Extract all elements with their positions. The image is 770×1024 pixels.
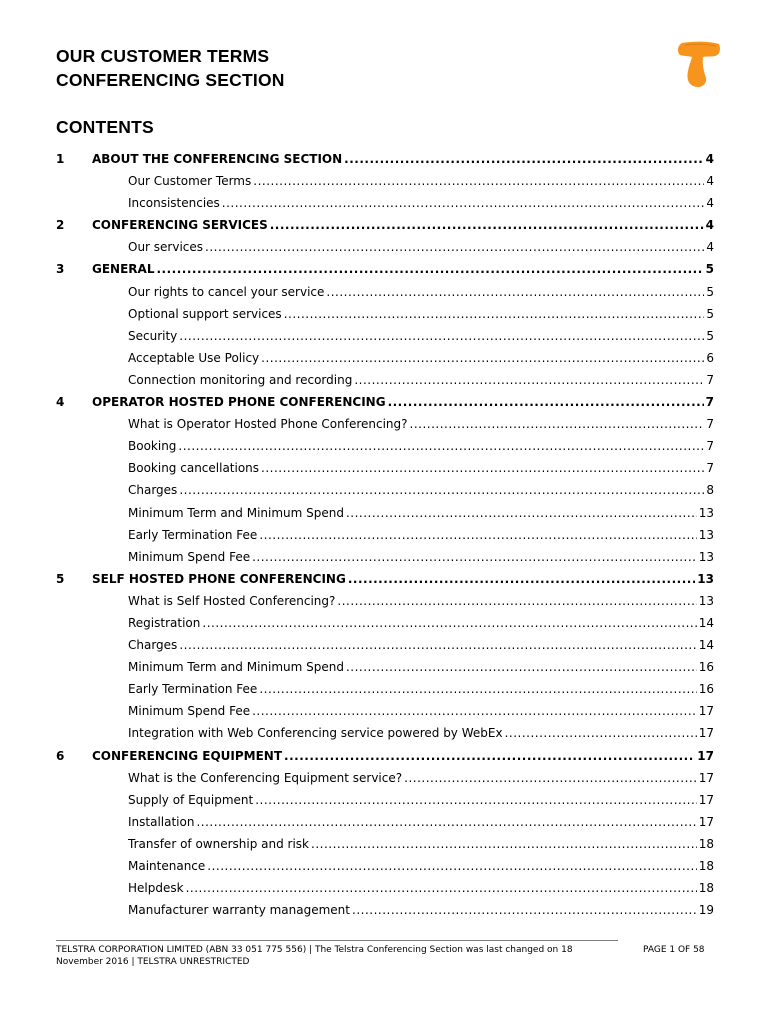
toc-dot-leader — [179, 634, 696, 656]
toc-subsection-entry[interactable] — [56, 700, 714, 722]
toc-dot-leader — [346, 656, 697, 678]
toc-dot-leader — [253, 170, 704, 192]
toc-entry-label: Charges — [128, 638, 178, 653]
toc-entry-label: Security — [128, 328, 178, 343]
toc-dot-leader — [404, 767, 697, 789]
toc-page-number: 6 — [706, 350, 714, 365]
toc-page-number: 17 — [698, 770, 714, 785]
toc-subsection-entry[interactable] — [56, 678, 714, 700]
toc-page-number: 7 — [706, 461, 714, 476]
toc-entry-label: What is the Conferencing Equipment service? — [128, 770, 403, 785]
toc-dot-leader — [179, 479, 704, 501]
toc-entry-label: Our rights to cancel your service — [128, 284, 325, 299]
page-number: PAGE 1 OF 58 — [643, 945, 705, 955]
toc-dot-leader — [179, 325, 704, 347]
toc-subsection-entry[interactable] — [56, 325, 714, 347]
toc-subsection-entry[interactable] — [56, 590, 714, 612]
toc-subsection-entry[interactable] — [56, 369, 714, 391]
title-line-1: OUR CUSTOMER TERMS — [56, 46, 270, 66]
toc-entry-label: CONFERENCING SERVICES — [92, 218, 268, 233]
toc-subsection-entry[interactable] — [56, 656, 714, 678]
toc-dot-leader — [252, 546, 697, 568]
toc-subsection-entry[interactable] — [56, 855, 714, 877]
toc-entry-label: Manufacturer warranty management — [128, 903, 350, 918]
telstra-logo-icon — [676, 40, 722, 88]
toc-section-entry[interactable] — [56, 568, 714, 590]
toc-subsection-entry[interactable] — [56, 236, 714, 258]
toc-dot-leader — [156, 258, 703, 280]
toc-subsection-entry[interactable] — [56, 413, 714, 435]
toc-page-number: 5 — [705, 262, 714, 277]
toc-page-number: 7 — [706, 439, 714, 454]
toc-dot-leader — [311, 833, 697, 855]
toc-entry-label: GENERAL — [92, 262, 155, 277]
toc-page-number: 5 — [706, 284, 714, 299]
toc-subsection-entry[interactable] — [56, 833, 714, 855]
toc-page-number: 18 — [698, 836, 714, 851]
toc-entry-label: Helpdesk — [128, 881, 184, 896]
toc-entry-label: Integration with Web Conferencing service powered by WebEx — [128, 726, 503, 741]
toc-section-number: 2 — [56, 218, 65, 233]
toc-page-number: 16 — [698, 660, 714, 675]
toc-dot-leader — [284, 745, 695, 767]
toc-subsection-entry[interactable] — [56, 524, 714, 546]
toc-page-number: 4 — [706, 240, 714, 255]
toc-dot-leader — [196, 811, 696, 833]
toc-subsection-entry[interactable] — [56, 479, 714, 501]
footer-divider — [56, 940, 618, 941]
toc-section-number: 1 — [56, 152, 65, 166]
toc-dot-leader — [352, 899, 697, 921]
toc-dot-leader — [207, 855, 696, 877]
toc-entry-label: What is Self Hosted Conferencing? — [128, 593, 336, 608]
toc-subsection-entry[interactable] — [56, 435, 714, 457]
toc-entry-label: Charges — [128, 483, 178, 498]
toc-section-number: 6 — [56, 748, 65, 763]
toc-dot-leader — [205, 236, 704, 258]
toc-page-number: 18 — [698, 859, 714, 873]
toc-dot-leader — [261, 457, 704, 479]
toc-subsection-entry[interactable] — [56, 546, 714, 568]
toc-entry-label: Maintenance — [128, 859, 206, 873]
toc-page-number: 13 — [698, 527, 714, 542]
toc-subsection-entry[interactable] — [56, 789, 714, 811]
toc-entry-label: ABOUT THE CONFERENCING SECTION — [92, 152, 343, 166]
toc-subsection-entry[interactable] — [56, 281, 714, 303]
toc-dot-leader — [259, 678, 696, 700]
toc-entry-label: What is Operator Hosted Phone Conferencing? — [128, 417, 408, 432]
toc-page-number: 13 — [698, 593, 714, 608]
toc-page-number: 16 — [698, 682, 714, 697]
toc-page-number: 13 — [698, 549, 714, 564]
toc-section-number: 3 — [56, 262, 65, 277]
toc-dot-leader — [284, 303, 705, 325]
toc-subsection-entry[interactable] — [56, 170, 714, 192]
toc-page-number: 13 — [698, 505, 714, 520]
toc-subsection-entry[interactable] — [56, 634, 714, 656]
toc-entry-label: Early Termination Fee — [128, 682, 258, 697]
toc-entry-label: Inconsistencies — [128, 196, 220, 211]
toc-section-entry[interactable] — [56, 258, 714, 280]
toc-subsection-entry[interactable] — [56, 811, 714, 833]
toc-entry-label: Supply of Equipment — [128, 792, 254, 807]
toc-page-number: 14 — [698, 615, 714, 630]
footer-text: TELSTRA CORPORATION LIMITED (ABN 33 051 775 556) | The Telstra Conferencing Section was last changed on 18 November 2016 | TELSTRA UNRESTRICTED — [56, 945, 573, 967]
toc-section-entry[interactable] — [56, 214, 714, 236]
toc-page-number: 18 — [698, 881, 714, 896]
toc-page-number: 17 — [698, 726, 714, 741]
toc-dot-leader — [337, 590, 696, 612]
toc-section-entry[interactable] — [56, 148, 714, 170]
toc-subsection-entry[interactable] — [56, 612, 714, 634]
toc-entry-label: Minimum Spend Fee — [128, 704, 251, 719]
toc-page-number: 17 — [698, 814, 714, 829]
toc-dot-leader — [202, 612, 696, 634]
toc-subsection-entry[interactable] — [56, 457, 714, 479]
toc-entry-label: Registration — [128, 615, 201, 630]
toc-entry-label: OPERATOR HOSTED PHONE CONFERENCING — [92, 395, 386, 410]
toc-entry-label: Minimum Spend Fee — [128, 549, 251, 564]
toc-page-number: 4 — [705, 152, 714, 166]
toc-dot-leader — [252, 700, 697, 722]
toc-subsection-entry[interactable] — [56, 303, 714, 325]
table-of-contents — [56, 148, 714, 921]
toc-page-number: 19 — [698, 903, 714, 918]
toc-entry-label: Booking — [128, 439, 177, 454]
toc-dot-leader — [255, 789, 696, 811]
toc-dot-leader — [270, 214, 704, 236]
contents-heading: CONTENTS — [56, 117, 154, 137]
toc-page-number: 7 — [705, 395, 714, 410]
toc-section-number: 4 — [56, 395, 65, 410]
toc-subsection-entry[interactable] — [56, 767, 714, 789]
toc-entry-label: Acceptable Use Policy — [128, 350, 260, 365]
toc-subsection-entry[interactable] — [56, 722, 714, 744]
toc-dot-leader — [348, 568, 695, 590]
toc-page-number: 5 — [706, 306, 714, 321]
toc-subsection-entry[interactable] — [56, 347, 714, 369]
toc-page-number: 7 — [706, 372, 714, 387]
toc-page-number: 8 — [706, 483, 714, 498]
toc-entry-label: Connection monitoring and recording — [128, 372, 353, 387]
toc-page-number: 17 — [697, 748, 714, 763]
toc-section-entry[interactable] — [56, 745, 714, 767]
toc-entry-label: Minimum Term and Minimum Spend — [128, 505, 344, 520]
toc-dot-leader — [261, 347, 704, 369]
toc-dot-leader — [222, 192, 705, 214]
toc-entry-label: SELF HOSTED PHONE CONFERENCING — [92, 571, 346, 586]
toc-dot-leader — [344, 148, 703, 170]
toc-dot-leader — [354, 369, 704, 391]
toc-page-number: 4 — [706, 196, 714, 211]
title-line-2: CONFERENCING SECTION — [56, 70, 285, 90]
toc-entry-label: Booking cancellations — [128, 461, 260, 476]
toc-section-number: 5 — [56, 571, 65, 586]
toc-entry-label: Minimum Term and Minimum Spend — [128, 660, 344, 675]
toc-page-number: 17 — [698, 704, 714, 719]
toc-dot-leader — [326, 281, 704, 303]
toc-dot-leader — [259, 524, 696, 546]
toc-section-entry[interactable] — [56, 391, 714, 413]
toc-subsection-entry[interactable] — [56, 502, 714, 524]
toc-subsection-entry[interactable] — [56, 899, 714, 921]
toc-entry-label: Installation — [128, 814, 195, 829]
toc-page-number: 7 — [706, 417, 714, 432]
document-title — [56, 44, 285, 92]
toc-page-number: 4 — [705, 218, 714, 233]
toc-entry-label: Optional support services — [128, 306, 282, 321]
toc-dot-leader — [388, 391, 704, 413]
toc-dot-leader — [410, 413, 705, 435]
toc-page-number: 5 — [706, 328, 714, 343]
toc-dot-leader — [505, 722, 697, 744]
toc-page-number: 4 — [706, 174, 714, 189]
toc-dot-leader — [346, 502, 697, 524]
toc-entry-label: Our services — [128, 240, 204, 255]
toc-entry-label: Our Customer Terms — [128, 174, 252, 189]
toc-dot-leader — [178, 435, 704, 457]
toc-entry-label: Early Termination Fee — [128, 527, 258, 542]
toc-subsection-entry[interactable] — [56, 877, 714, 899]
toc-entry-label: Transfer of ownership and risk — [128, 836, 310, 851]
toc-page-number: 13 — [697, 571, 714, 586]
toc-page-number: 14 — [698, 638, 714, 653]
toc-page-number: 17 — [698, 792, 714, 807]
toc-dot-leader — [186, 877, 697, 899]
toc-subsection-entry[interactable] — [56, 192, 714, 214]
toc-entry-label: CONFERENCING EQUIPMENT — [92, 748, 283, 763]
